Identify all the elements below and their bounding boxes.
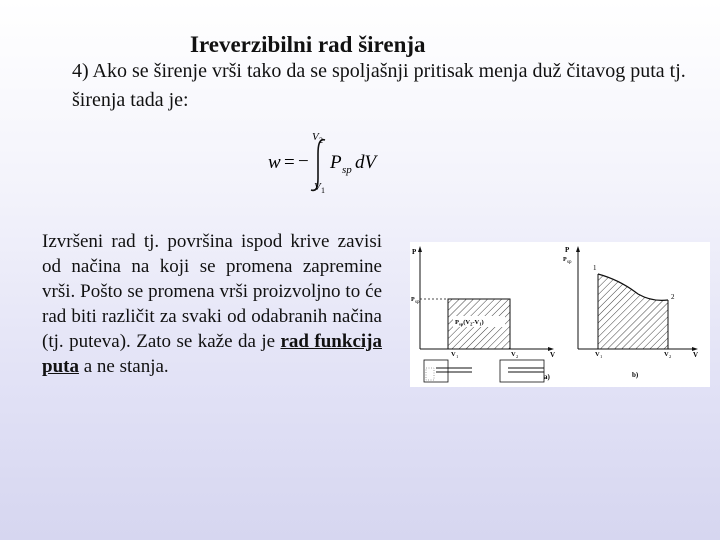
panel-a <box>411 246 555 382</box>
piston-sketch-final <box>500 360 544 382</box>
panel-a-x-label: V <box>550 351 556 359</box>
panel-b-y-arrow <box>576 246 580 252</box>
lower-limit: V <box>314 181 321 193</box>
panel-a-v1-tick: V <box>451 351 456 358</box>
panel-a-v1-tick-sub: 1 <box>456 354 459 359</box>
panel-b-v2-tick-sub: 2 <box>669 354 672 359</box>
panel-a-area-label: $P_{sp}(V_2-V_1)$ <box>455 319 484 327</box>
upper-limit-sub: 2 <box>319 136 323 145</box>
panel-a-v2-tick: V <box>511 351 516 358</box>
panel-b-v1-tick-sub: 1 <box>600 354 603 359</box>
work-integral-formula <box>262 130 392 198</box>
panel-a-p-level-sub: sp <box>415 300 420 305</box>
body-text-end: a ne stanja. <box>78 356 169 378</box>
panel-a-v2-tick-sub: 2 <box>516 354 519 359</box>
body-emphasis: rad funkcija puta <box>42 331 382 378</box>
panel-b-v1-tick: V <box>595 351 600 358</box>
integrand-sub: sp <box>342 164 352 176</box>
panel-b-work-area <box>598 274 668 349</box>
pv-work-diagram <box>410 242 710 387</box>
body-text-start: Izvršeni rad tj. površina ispod krive zavisi od načina na koji se promena zapremine vrši. Pošto se promena vrši proizvoljno to će rad biti različit za svaki od odabranih načina (tj. puteva). Zato se kaže da je <box>42 231 382 353</box>
panel-a-y-arrow <box>418 246 422 252</box>
lower-limit-sub: 1 <box>321 186 325 195</box>
panel-b-x-label: V <box>693 351 699 359</box>
panel-b-y-label-2: P <box>563 257 567 263</box>
panel-b-y-label-2-sub: sp <box>567 260 572 265</box>
panel-b <box>563 246 698 379</box>
body-paragraph <box>42 229 382 379</box>
panel-b-point-1: 1 <box>593 264 597 272</box>
upper-limit: V <box>312 131 319 143</box>
panel-b-y-label: P <box>565 246 570 254</box>
piston-sketch-initial <box>424 360 472 382</box>
formula-lhs: w <box>268 152 281 173</box>
differential: dV <box>355 152 377 173</box>
slide-title: Ireverzibilni rad širenja <box>190 32 426 57</box>
panel-a-caption: a) <box>544 373 550 381</box>
intro-paragraph: 4) Ako se širenje vrši tako da se spoljašnji pritisak menja duž čitavog puta tj. širenja tada je: <box>72 60 686 111</box>
integrand-p: P <box>330 152 342 173</box>
panel-a-y-label: P <box>412 248 417 256</box>
formula-equals: = <box>284 152 295 173</box>
panel-b-point-2: 2 <box>671 293 675 301</box>
panel-b-v2-tick: V <box>664 351 669 358</box>
panel-a-p-level: P <box>411 297 415 303</box>
formula-minus: − <box>298 151 309 172</box>
panel-b-caption: b) <box>632 371 639 379</box>
